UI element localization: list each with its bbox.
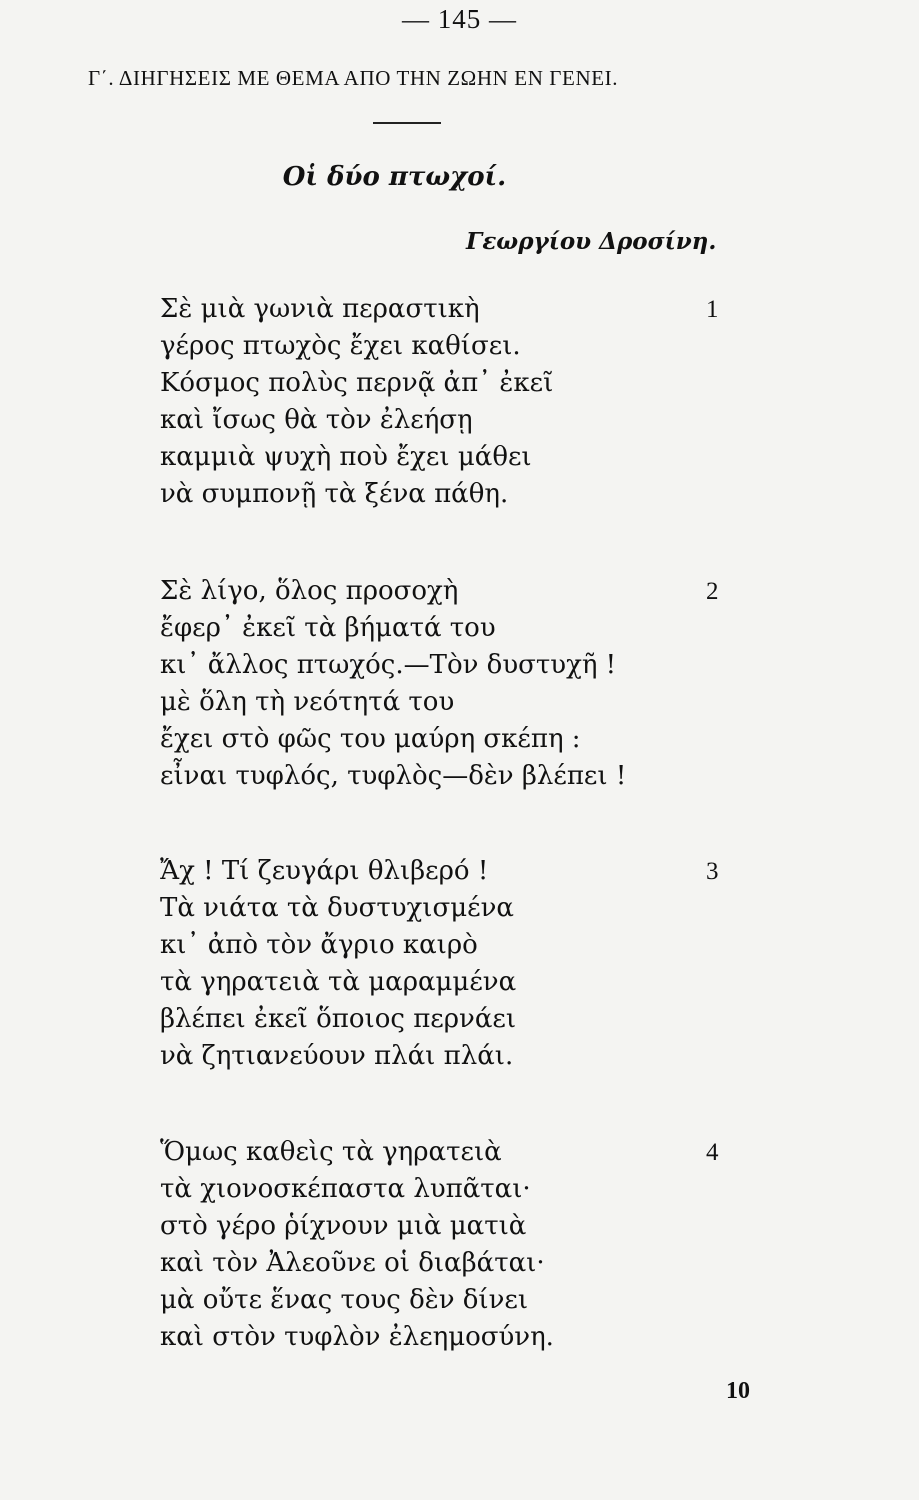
poem-line: νὰ ζητιανεύουν πλάι πλάι. <box>160 1041 514 1071</box>
poem-line: Ἄχ ! Τί ζευγάρι θλιβερό ! <box>160 856 489 886</box>
poem-line: Σὲ λίγο, ὅλος προσοχὴ <box>160 576 459 606</box>
stanza-3 <box>160 853 760 1075</box>
poem-title <box>0 162 919 192</box>
stanza-number: 1 <box>706 296 719 323</box>
poem-title-text: Οἱ δύο πτωχοί. <box>282 162 507 192</box>
poem-line: ἔχει στὸ φῶς του μαύρη σκέπη : <box>160 724 581 754</box>
poem-line: μὲ ὅλη τὴ νεότητά του <box>160 687 455 717</box>
poem-author: Γεωργίου Δροσίνη. <box>466 228 717 255</box>
poem-line: Κόσμος πολὺς περνᾷ ἀπ᾿ ἐκεῖ <box>160 368 554 398</box>
poem-line: Ὅμως καθεὶς τὰ γηρατειὰ <box>160 1137 502 1167</box>
poem-line: καὶ στὸν τυφλὸν ἐλεημοσύνη. <box>160 1322 554 1352</box>
stanza-4 <box>160 1134 760 1356</box>
title-rule <box>373 122 441 124</box>
poem-line: καμμιὰ ψυχὴ ποὺ ἔχει μάθει <box>160 442 532 472</box>
poem-line: Τὰ νιάτα τὰ δυστυχισμένα <box>160 893 514 923</box>
poem-line: βλέπει ἐκεῖ ὅποιος περνάει <box>160 1004 517 1034</box>
poem-line: γέρος πτωχὸς ἔχει καθίσει. <box>160 331 521 361</box>
stanza-number: 4 <box>706 1139 719 1166</box>
stanza-2 <box>160 573 760 795</box>
poem-line: νὰ συμπονῇ τὰ ξένα πάθη. <box>160 479 509 509</box>
poem-line: καὶ ἴσως θὰ τὸν ἐλεήσῃ <box>160 405 473 435</box>
poem-line: καὶ τὸν Ἀλεοῦνε οἱ διαβάται· <box>160 1248 545 1278</box>
poem-line: τὰ χιονοσκέπαστα λυπᾶται· <box>160 1174 531 1204</box>
stanza-1 <box>160 291 760 513</box>
signature-mark: 10 <box>726 1378 750 1404</box>
stanza-number: 3 <box>706 858 719 885</box>
poem-line: ἔφερ᾿ ἐκεῖ τὰ βήματά του <box>160 613 496 643</box>
poem-line: εἶναι τυφλός, τυφλὸς—δὲν βλέπει ! <box>160 761 627 791</box>
poem-line: τὰ γηρατειὰ τὰ μαραμμένα <box>160 967 517 997</box>
page-number: — 145 — <box>402 4 517 34</box>
poem-line: κι᾿ ἀπὸ τὸν ἄγριο καιρὸ <box>160 930 478 960</box>
stanza-number: 2 <box>706 578 719 605</box>
poem-line: Σὲ μιὰ γωνιὰ περαστικὴ <box>160 294 480 324</box>
poem-line: κι᾿ ἄλλος πτωχός.—Τὸν δυστυχῆ ! <box>160 650 617 680</box>
poem-line: μὰ οὔτε ἕνας τους δὲν δίνει <box>160 1285 529 1315</box>
poem-line: στὸ γέρο ῥίχνουν μιὰ ματιὰ <box>160 1211 527 1241</box>
section-heading: Γ΄. ΔΙΗΓΗΣΕΙΣ ΜΕ ΘΕΜΑ ΑΠΟ ΤΗΝ ΖΩΗΝ ΕΝ ΓΕΝΕΙ. <box>88 66 619 90</box>
